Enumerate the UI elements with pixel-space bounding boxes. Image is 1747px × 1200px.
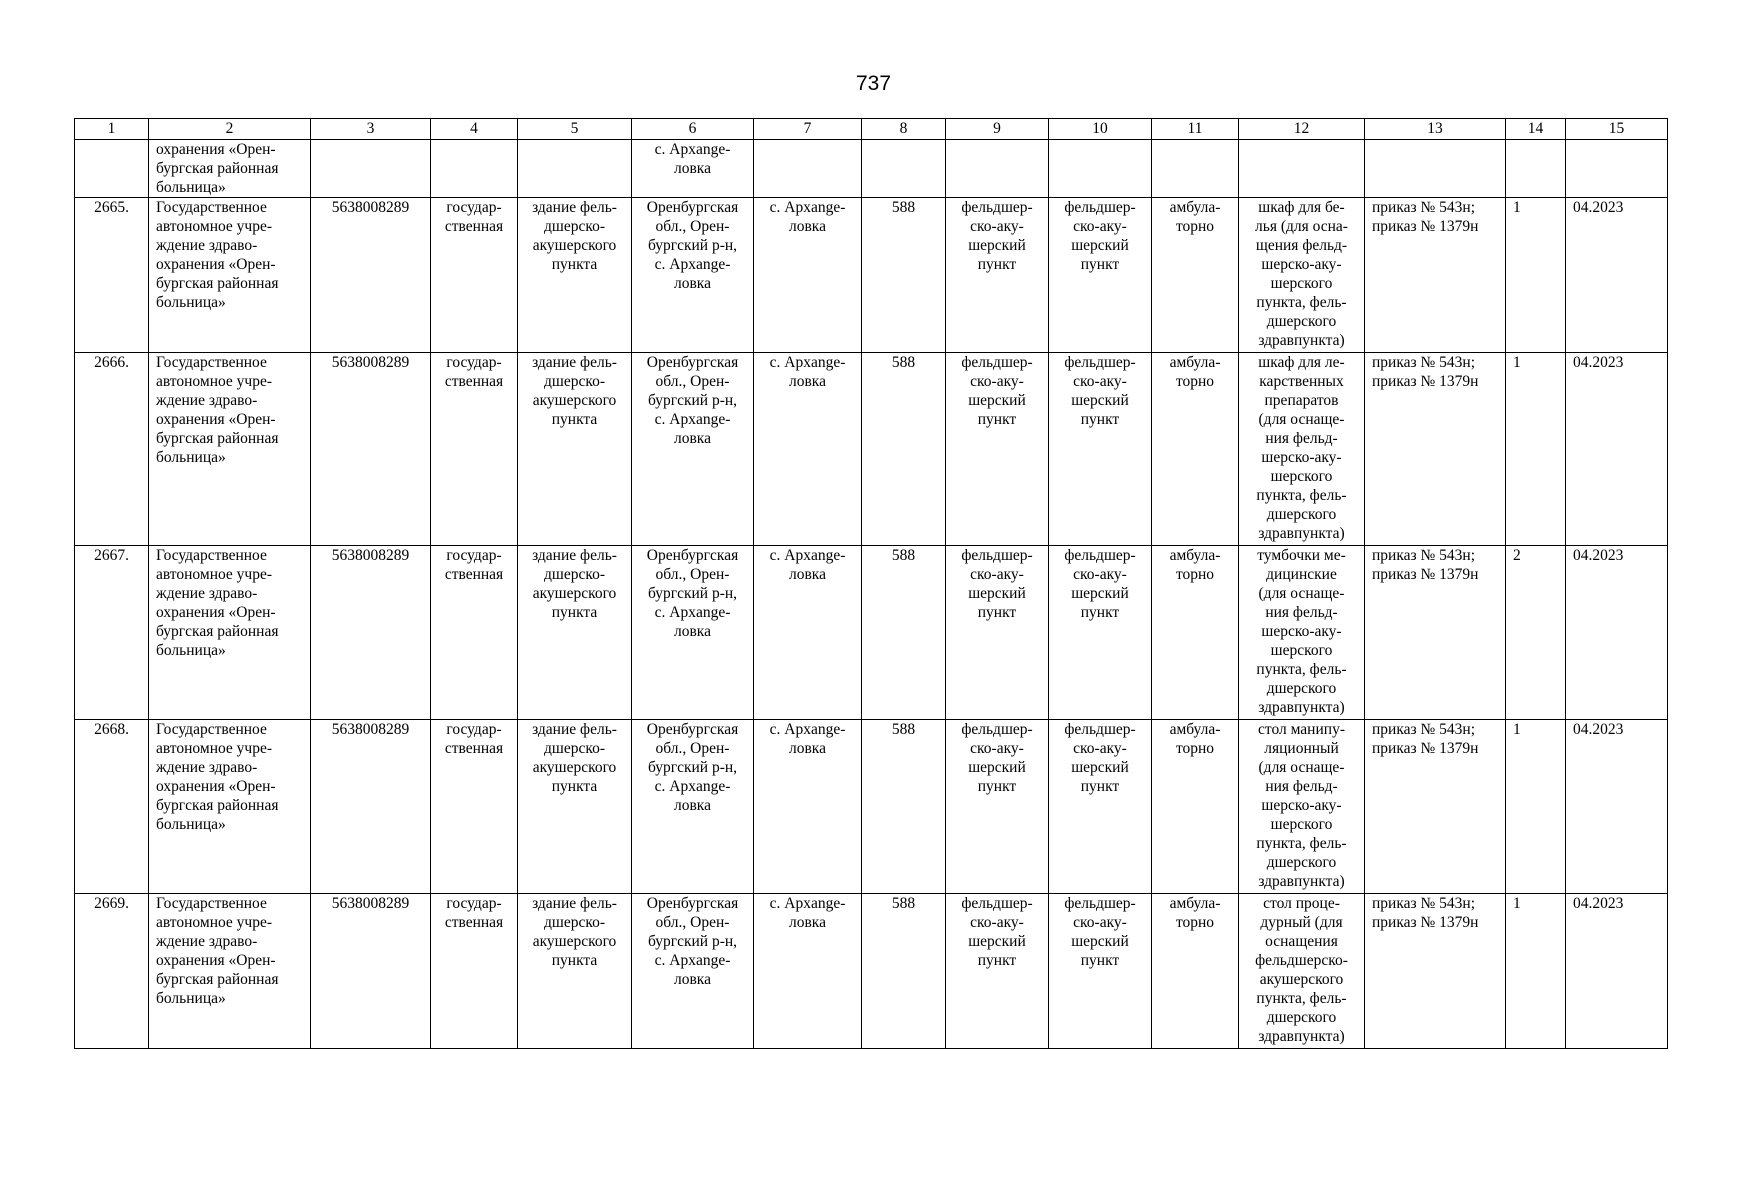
cell-address: Оренбургская обл., Орен- бургский р-н, с. Архange- ловка [632, 353, 754, 546]
cell-unit-type: фельдшер- ско-аку- шерский пункт [946, 353, 1049, 546]
cell-locality: с. Архange- ловка [754, 720, 862, 894]
column-header: 12 [1239, 119, 1365, 140]
column-header: 9 [946, 119, 1049, 140]
cell-locality: с. Архange- ловка [754, 894, 862, 1049]
cell-address: Оренбургская обл., Орен- бургский р-н, с. Архange- ловка [632, 720, 754, 894]
column-header: 5 [518, 119, 632, 140]
cell-empty [1152, 140, 1239, 198]
cell-code: 588 [862, 353, 946, 546]
cell-unit-type: фельдшер- ско-аку- шерский пункт [946, 720, 1049, 894]
cell-building: здание фель- дшерско- акушерского пункта [518, 546, 632, 720]
cell-inn: 5638008289 [311, 720, 431, 894]
cell-quantity: 1 [1506, 894, 1566, 1049]
cell-empty [311, 140, 431, 198]
cell-row-number: 2668. [75, 720, 149, 894]
cell-quantity: 1 [1506, 198, 1566, 353]
cell-inn: 5638008289 [311, 353, 431, 546]
cell-organization: охранения «Орен- бургская районная больница» [149, 140, 311, 198]
cell-empty [518, 140, 632, 198]
column-header: 14 [1506, 119, 1566, 140]
cell-building: здание фель- дшерско- акушерского пункта [518, 894, 632, 1049]
cell-empty [431, 140, 518, 198]
cell-ownership: государ- ственная [431, 353, 518, 546]
cell-locality: с. Архange- ловка [754, 353, 862, 546]
cell-code: 588 [862, 720, 946, 894]
cell-unit-name: фельдшер- ско-аку- шерский пункт [1049, 894, 1152, 1049]
cell-row-number: 2665. [75, 198, 149, 353]
column-header: 13 [1365, 119, 1506, 140]
cell-inn: 5638008289 [311, 198, 431, 353]
registry-table [74, 118, 1668, 1049]
column-header: 2 [149, 119, 311, 140]
cell-organization: Государственное автономное учре- ждение здраво- охранения «Орен- бургская районная больница» [149, 353, 311, 546]
cell-unit-name: фельдшер- ско-аку- шерский пункт [1049, 546, 1152, 720]
cell-organization: Государственное автономное учре- ждение здраво- охранения «Орен- бургская районная больница» [149, 894, 311, 1049]
cell-address: Оренбургская обл., Орен- бургский р-н, с. Архange- ловка [632, 894, 754, 1049]
cell-locality: с. Архange- ловка [754, 198, 862, 353]
cell-quantity: 1 [1506, 720, 1566, 894]
cell-empty [946, 140, 1049, 198]
cell-empty [1049, 140, 1152, 198]
cell-organization: Государственное автономное учре- ждение здраво- охранения «Орен- бургская районная больница» [149, 546, 311, 720]
cell-building: здание фель- дшерско- акушерского пункта [518, 720, 632, 894]
column-header: 6 [632, 119, 754, 140]
cell-building: здание фель- дшерско- акушерского пункта [518, 198, 632, 353]
continuation-row [75, 140, 1668, 198]
cell-unit-name: фельдшер- ско-аку- шерский пункт [1049, 198, 1152, 353]
cell-date: 04.2023 [1566, 546, 1668, 720]
cell-orders: приказ № 543н; приказ № 1379н [1365, 894, 1506, 1049]
cell-care-type: амбула- торно [1152, 720, 1239, 894]
column-header: 11 [1152, 119, 1239, 140]
table-row [75, 546, 1668, 720]
cell-empty [1239, 140, 1365, 198]
cell-empty [1566, 140, 1668, 198]
cell-ownership: государ- ственная [431, 546, 518, 720]
table-row [75, 720, 1668, 894]
cell-ownership: государ- ственная [431, 720, 518, 894]
cell-address: Оренбургская обл., Орен- бургский р-н, с. Архange- ловка [632, 198, 754, 353]
cell-care-type: амбула- торно [1152, 894, 1239, 1049]
cell-equipment: шкаф для бе- лья (для осна- щения фельд- шерско-аку- шерского пункта, фель- дшерского здравпункта) [1239, 198, 1365, 353]
cell-inn: 5638008289 [311, 894, 431, 1049]
cell-equipment: шкаф для ле- карственных препаратов (для оснаще- ния фельд- шерско-аку- шерского пункта, фель- дшерского здравпункта) [1239, 353, 1365, 546]
cell-empty [1365, 140, 1506, 198]
cell-row-number: 2667. [75, 546, 149, 720]
cell-empty [75, 140, 149, 198]
table-row [75, 353, 1668, 546]
cell-empty [862, 140, 946, 198]
cell-orders: приказ № 543н; приказ № 1379н [1365, 198, 1506, 353]
cell-building: здание фель- дшерско- акушерского пункта [518, 353, 632, 546]
cell-quantity: 1 [1506, 353, 1566, 546]
cell-unit-type: фельдшер- ско-аку- шерский пункт [946, 546, 1049, 720]
cell-date: 04.2023 [1566, 353, 1668, 546]
cell-unit-name: фельдшер- ско-аку- шерский пункт [1049, 353, 1152, 546]
table-row [75, 198, 1668, 353]
cell-organization: Государственное автономное учре- ждение здраво- охранения «Орен- бургская районная больница» [149, 720, 311, 894]
column-header: 4 [431, 119, 518, 140]
cell-unit-type: фельдшер- ско-аку- шерский пункт [946, 198, 1049, 353]
cell-ownership: государ- ственная [431, 894, 518, 1049]
cell-address: Оренбургская обл., Орен- бургский р-н, с. Архange- ловка [632, 546, 754, 720]
cell-address: с. Архange- ловка [632, 140, 754, 198]
cell-equipment: стол манипу- ляционный (для оснаще- ния фельд- шерско-аку- шерского пункта, фель- дшерского здравпункта) [1239, 720, 1365, 894]
table-row [75, 894, 1668, 1049]
cell-orders: приказ № 543н; приказ № 1379н [1365, 353, 1506, 546]
cell-row-number: 2666. [75, 353, 149, 546]
column-header: 3 [311, 119, 431, 140]
cell-code: 588 [862, 198, 946, 353]
header-row [75, 119, 1668, 140]
cell-unit-type: фельдшер- ско-аку- шерский пункт [946, 894, 1049, 1049]
cell-equipment: стол проце- дурный (для оснащения фельдшерско- акушерского пункта, фель- дшерского здравпункта) [1239, 894, 1365, 1049]
cell-empty [1506, 140, 1566, 198]
cell-inn: 5638008289 [311, 546, 431, 720]
cell-care-type: амбула- торно [1152, 546, 1239, 720]
page-number: 737 [855, 72, 892, 95]
column-header: 15 [1566, 119, 1668, 140]
cell-organization: Государственное автономное учре- ждение здраво- охранения «Орен- бургская районная больница» [149, 198, 311, 353]
cell-equipment: тумбочки ме- дицинские (для оснаще- ния фельд- шерско-аку- шерского пункта, фель- дшерского здравпункта) [1239, 546, 1365, 720]
column-header: 10 [1049, 119, 1152, 140]
cell-code: 588 [862, 546, 946, 720]
cell-code: 588 [862, 894, 946, 1049]
cell-date: 04.2023 [1566, 198, 1668, 353]
cell-orders: приказ № 543н; приказ № 1379н [1365, 546, 1506, 720]
cell-quantity: 2 [1506, 546, 1566, 720]
cell-row-number: 2669. [75, 894, 149, 1049]
cell-orders: приказ № 543н; приказ № 1379н [1365, 720, 1506, 894]
cell-ownership: государ- ственная [431, 198, 518, 353]
cell-unit-name: фельдшер- ско-аку- шерский пункт [1049, 720, 1152, 894]
cell-care-type: амбула- торно [1152, 198, 1239, 353]
cell-locality: с. Архange- ловка [754, 546, 862, 720]
cell-empty [754, 140, 862, 198]
cell-date: 04.2023 [1566, 720, 1668, 894]
column-header: 8 [862, 119, 946, 140]
cell-care-type: амбула- торно [1152, 353, 1239, 546]
column-header: 1 [75, 119, 149, 140]
column-header: 7 [754, 119, 862, 140]
cell-date: 04.2023 [1566, 894, 1668, 1049]
